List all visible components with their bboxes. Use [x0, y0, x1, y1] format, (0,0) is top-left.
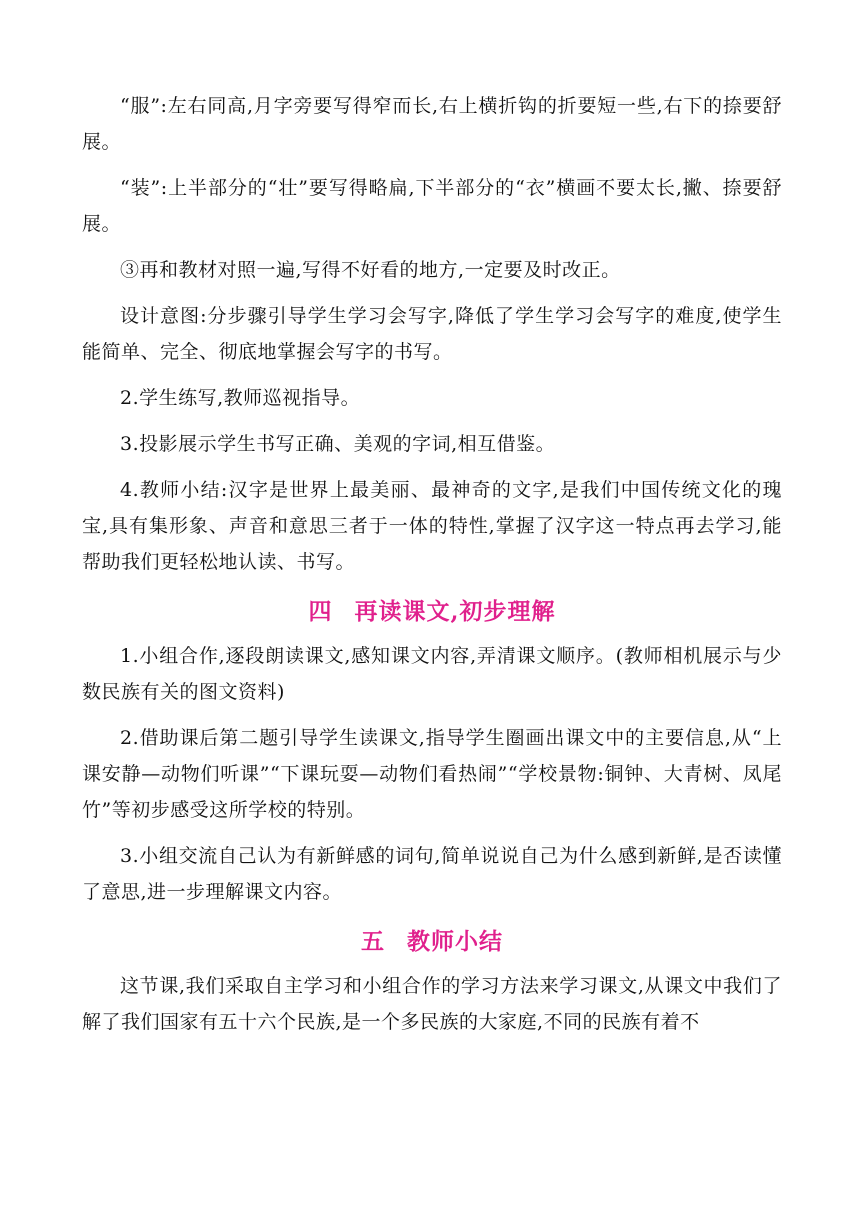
section-title: 再读课文,初步理解: [354, 598, 556, 625]
paragraph-design-intent: 设计意图:分步骤引导学生学习会写字,降低了学生学习会写字的难度,使学生能简单、完全、彻底地掌握会写字的书写。: [82, 305, 782, 363]
section-title: 教师小结: [407, 928, 503, 955]
section-number: 四: [308, 598, 333, 625]
paragraph-group-reading: 1.小组合作,逐段朗读课文,感知课文内容,弄清课文顺序。(教师相机展示与少数民族有关的图文资料): [82, 645, 782, 703]
paragraph-fu-char: “服”:左右同高,月字旁要写得窄而长,右上横折钩的折要短一些,右下的捺要舒展。: [82, 95, 782, 153]
paragraph-zhuang-char: “装”:上半部分的“壮”要写得略扁,下半部分的“衣”横画不要太长,撇、捺要舒展。: [82, 177, 782, 235]
paragraph-step-2: 2.学生练写,教师巡视指导。: [120, 387, 361, 409]
paragraph-group-discuss: 3.小组交流自己认为有新鲜感的词句,简单说说自己为什么感到新鲜,是否读懂了意思,进一步理解课文内容。: [82, 845, 782, 903]
section-number: 五: [361, 928, 385, 955]
document-page: [82, 88, 782, 1040]
section-heading-5: [82, 924, 782, 960]
paragraph-step-4: 4.教师小结:汉字是世界上最美丽、最神奇的文字,是我们中国传统文化的瑰宝,具有集形象、声音和意思三者于一体的特性,掌握了汉字这一特点再去学习,能帮助我们更轻松地认读、书写。: [82, 479, 782, 573]
paragraph-summary: 这节课,我们采取自主学习和小组合作的学习方法来学习课文,从课文中我们了解了我们国家有五十六个民族,是一个多民族的大家庭,不同的民族有着不: [82, 975, 782, 1033]
paragraph-compare-textbook: ③再和教材对照一遍,写得不好看的地方,一定要及时改正。: [120, 259, 621, 281]
section-heading-4: [82, 594, 782, 630]
paragraph-step-3: 3.投影展示学生书写正确、美观的字词,相互借鉴。: [120, 433, 556, 455]
paragraph-key-info: 2.借助课后第二题引导学生读课文,指导学生圈画出课文中的主要信息,从“上课安静—动物们听课”“下课玩耍—动物们看热闹”“学校景物:铜钟、大青树、凤尾竹”等初步感受这所学校的特别。: [82, 727, 782, 821]
